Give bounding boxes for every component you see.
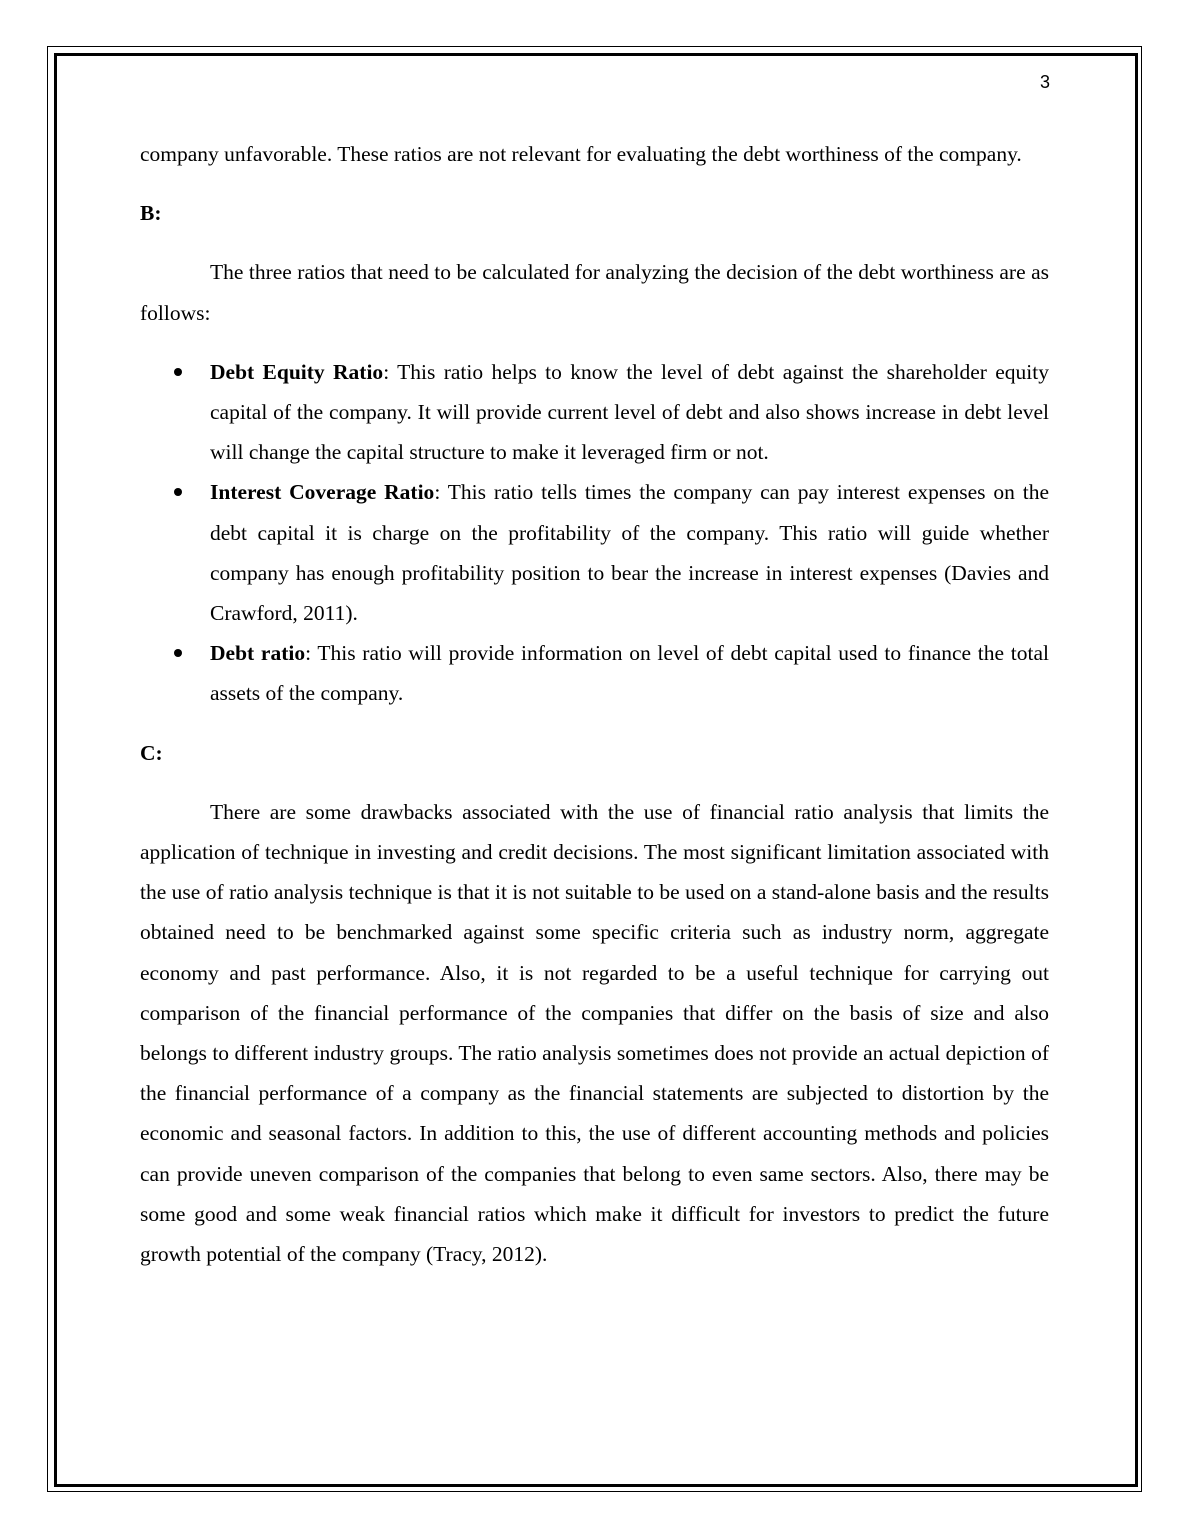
bullet-item-debt-ratio xyxy=(140,633,1049,713)
section-b-intro-paragraph: The three ratios that need to be calculated for analyzing the decision of the debt worthiness are as follows: xyxy=(140,260,1049,325)
section-c-heading: C: xyxy=(140,740,163,765)
document-body xyxy=(140,134,1049,1274)
bullet-term: Interest Coverage Ratio xyxy=(210,480,435,505)
bullet-icon xyxy=(174,488,182,496)
bullet-item-interest-coverage-ratio xyxy=(140,472,1049,633)
intro-continuation-paragraph: company unfavorable. These ratios are not relevant for evaluating the debt worthiness of the company. xyxy=(140,142,1022,166)
section-c-paragraph: There are some drawbacks associated with the use of financial ratio analysis that limits the application of technique in investing and credit decisions. The most significant limitation associated with the use of ratio analysis technique is that it is not suitable to be used on a stand-alone basis and the results obtained need to be benchmarked against some specific criteria such as industry norm, aggregate economy and past performance. Also, it is not regarded to be a useful technique for carrying out comparison of the financial performance of the companies that differ on the basis of size and also belongs to different industry groups. The ratio analysis sometimes does not provide an actual depiction of the financial performance of a company as the financial statements are subjected to distortion by the economic and seasonal factors. In addition to this, the use of different accounting methods and policies can provide uneven comparison of the companies that belong to even same sectors. Also, there may be some good and some weak financial ratios which make it difficult for investors to predict the future growth potential of the company (Tracy, 2012). xyxy=(140,799,1049,1267)
bullet-icon xyxy=(174,368,182,376)
bullet-text: : This ratio will provide information on level of debt capital used to finance the total assets of the company. xyxy=(210,641,1049,706)
bullet-text: : This ratio tells times the company can pay interest expenses on the debt capital it is charge on the profitability of the company. This ratio will guide whether company has enough profitability position to bear the increase in interest expenses (Davies and Crawford, 2011). xyxy=(210,480,1049,626)
bullet-term: Debt ratio xyxy=(210,641,306,666)
page-number: 3 xyxy=(1039,72,1050,92)
bullet-item-debt-equity-ratio xyxy=(140,352,1049,473)
bullet-term: Debt Equity Ratio xyxy=(210,359,384,384)
ratio-bullet-list xyxy=(140,352,1049,714)
bullet-text: : This ratio helps to know the level of debt against the shareholder equity capital of the company. It will provide current level of debt and also shows increase in debt level will change the capital structure to make it leveraged firm or not. xyxy=(210,359,1049,465)
section-b-heading: B: xyxy=(140,201,162,226)
bullet-icon xyxy=(174,649,182,657)
